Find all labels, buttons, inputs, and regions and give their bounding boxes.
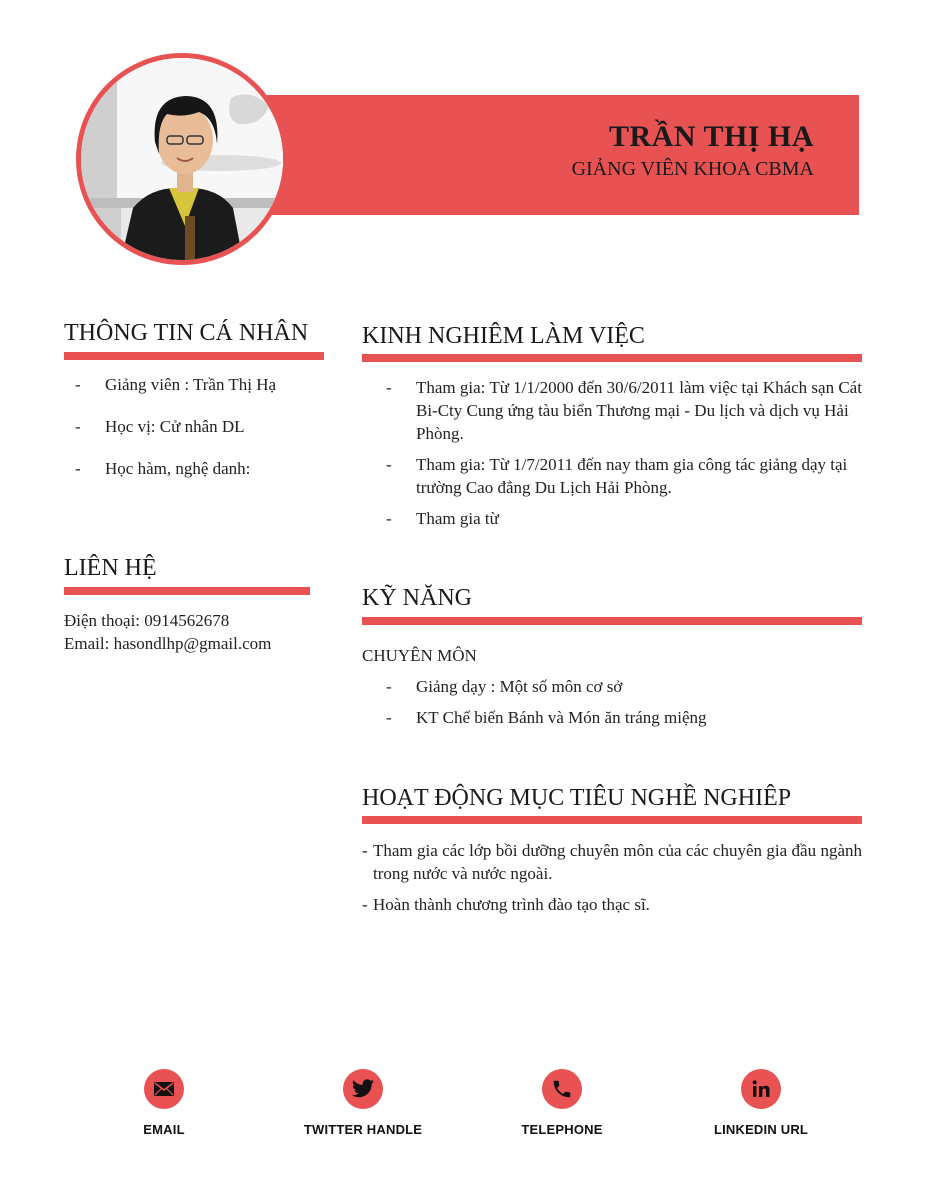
- personal-item: - Học vị: Cử nhân DL: [75, 417, 245, 436]
- telephone-icon[interactable]: [542, 1069, 582, 1109]
- linkedin-label: LINKEDIN URL: [713, 1122, 809, 1137]
- footer-linkedin[interactable]: [666, 1069, 856, 1137]
- experience-list: [362, 376, 862, 530]
- personal-rule: [64, 352, 324, 360]
- profile-photo-illustration: [81, 58, 283, 260]
- profile-photo: [81, 58, 283, 260]
- contact-rule: [64, 587, 310, 595]
- email-icon[interactable]: [144, 1069, 184, 1109]
- footer-email[interactable]: [69, 1069, 259, 1137]
- linkedin-icon[interactable]: [741, 1069, 781, 1109]
- experience-item: - Tham gia: Từ 1/7/2011 đến nay tham gia công tác giảng dạy tại trường Cao đẳng Du Lịch Hải Phòng.: [386, 455, 848, 497]
- twitter-label: TWITTER HANDLE: [303, 1122, 423, 1137]
- telephone-label: TELEPHONE: [521, 1122, 603, 1137]
- personal-item: - Giảng viên : Trần Thị Hạ: [75, 375, 277, 394]
- career-heading: HOẠT ĐỘNG MỤC TIÊU NGHỀ NGHIÊP: [362, 785, 792, 811]
- header-banner: [255, 95, 859, 215]
- personal-list: [51, 373, 331, 480]
- personal-heading: THÔNG TIN CÁ NHÂN: [64, 320, 309, 346]
- footer-telephone[interactable]: [467, 1069, 657, 1137]
- contact-heading: LIÊN HỆ: [64, 555, 157, 581]
- skills-subheading: CHUYÊN MÔN: [362, 646, 477, 665]
- personal-item: - Học hàm, nghệ danh:: [75, 459, 251, 478]
- person-role: GIẢNG VIÊN KHOA CBMA: [571, 158, 814, 180]
- experience-rule: [362, 354, 862, 362]
- experience-item: - Tham gia: Từ 1/1/2000 đến 30/6/2011 làm việc tại Khách sạn Cát Bi-Cty Cung ứng tàu biển Thương mại - Du lịch và dịch vụ Hải Phòng.: [386, 378, 862, 443]
- career-item: - Hoàn thành chương trình đào tạo thạc sĩ.: [362, 895, 650, 914]
- person-name: TRẦN THỊ HẠ: [609, 120, 814, 153]
- experience-item: - Tham gia từ: [386, 509, 499, 528]
- skills-list: [362, 675, 862, 729]
- footer-twitter[interactable]: [268, 1069, 458, 1137]
- skills-item: - Giảng dạy : Một số môn cơ sở: [386, 677, 623, 696]
- twitter-icon[interactable]: [343, 1069, 383, 1109]
- skills-heading: KỸ NĂNG: [362, 585, 472, 611]
- career-item: - Tham gia các lớp bồi dưỡng chuyên môn của các chuyên gia đầu ngành trong nước và nước ngoài.: [362, 841, 862, 883]
- experience-heading: KINH NGHIÊM LÀM VIỆC: [362, 323, 645, 349]
- email-label: EMAIL: [143, 1122, 185, 1137]
- contact-phone: Điện thoại: 0914562678: [64, 611, 230, 630]
- skills-item: - KT Chế biến Bánh và Món ăn tráng miệng: [386, 708, 707, 727]
- skills-rule: [362, 617, 862, 625]
- contact-email[interactable]: Email: hasondlhp@gmail.com: [64, 634, 272, 653]
- career-rule: [362, 816, 862, 824]
